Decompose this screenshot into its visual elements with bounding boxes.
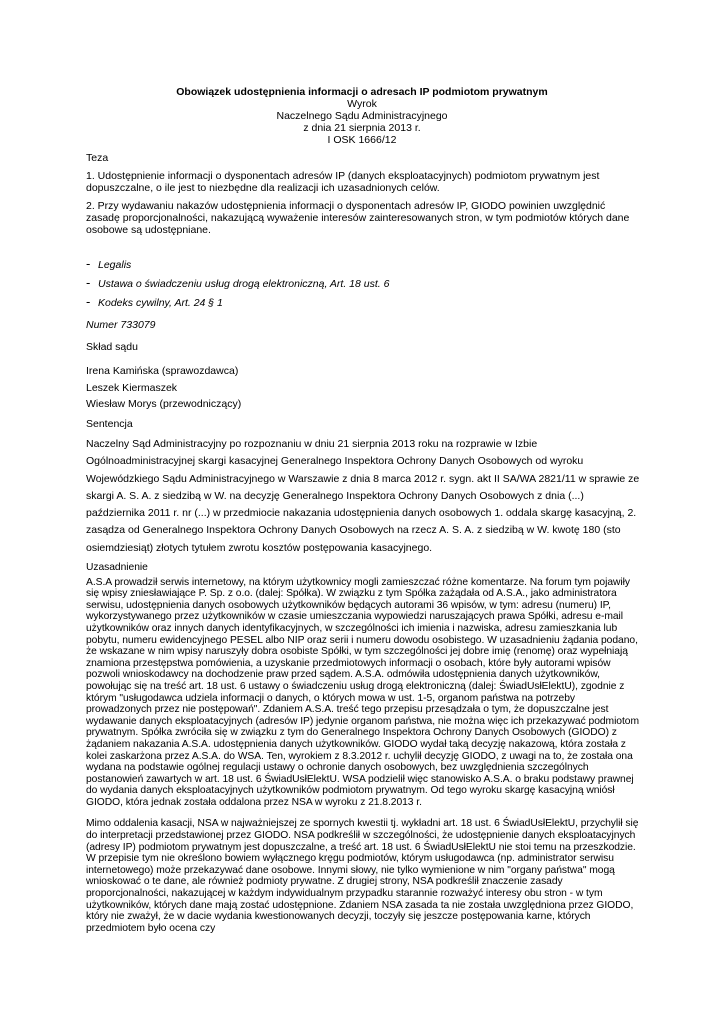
teza-point-1: 1. Udostępnienie informacji o dysponentach adresów IP (danych eksploatacyjnych) podmiotom prywatnym jest dopuszczalne, o ile jest to niezbędne dla realizacji ich uzasadnionych celów. xyxy=(86,170,600,194)
judge-3: Wiesław Morys (przewodniczący) xyxy=(86,398,242,410)
document-number: Numer 733079 xyxy=(86,319,156,331)
judgment-type: Wyrok xyxy=(347,98,377,110)
source-civil-code-link[interactable]: Kodeks cywilny, Art. 24 § 1 xyxy=(98,297,223,309)
uzasadnienie-section xyxy=(86,562,642,934)
teza-point-2: 2. Przy wydawaniu nakazów udostępnienia informacji o dysponentach adresów IP, GIODO powinien uwzględnić zasadę proporcjonalności, nakazującą wyważenie interesów zainteresowanych stron, w tym podmiotów których dane osobowe są udostępniane. xyxy=(86,200,630,236)
sklad-section xyxy=(86,341,642,413)
list-item: - Ustawa o świadczeniu usług drogą elektroniczną, Art. 18 ust. 6 xyxy=(86,275,390,290)
sources-list xyxy=(86,258,642,315)
uzasadnienie-heading: Uzasadnienie xyxy=(86,562,148,573)
judge-2: Leszek Kiermaszek xyxy=(86,381,178,394)
teza-section xyxy=(86,152,642,236)
document-title: Obowiązek udostępnienia informacji o adresach IP podmiotom prywatnym xyxy=(176,86,548,98)
court-name: Naczelnego Sądu Administracyjnego xyxy=(276,110,448,122)
sentencja-text: Naczelny Sąd Administracyjny po rozpoznaniu w dniu 21 sierpnia 2013 roku na rozprawie w Izbie Ogólnoadministracyjnej skargi kasacyjnej Generalnego Inspektora Ochrony Danych Osobowych od wyroku Wojewódzkiego Sądu Administracyjnego w Warszawie z dnia 8 marca 2012 r. sygn. akt II SA/WA 2821/11 w sprawie ze skargi A. S. A. z siedzibą w W. na decyzję Generalnego Inspektora Ochrony Danych Osobowych z dnia (...) października 2011 r. nr (...) w przedmiocie nakazania udostępnienia danych osobowych 1. oddala skargę kasacyjną, 2. zasądza od Generalnego Inspektora Ochrony Danych Osobowych na rzecz A. S. A. z siedzibą w W. kwotę 180 (sto osiemdziesiąt) złotych tytułem zwrotu kosztów postępowania kasacyjnego. xyxy=(86,438,640,554)
sklad-heading: Skład sądu xyxy=(86,341,138,353)
document-header xyxy=(0,86,724,146)
judge-1: Irena Kamińska (sprawozdawca) xyxy=(86,365,239,377)
uzasadnienie-paragraph-2: Mimo oddalenia kasacji, NSA w najważniejszej ze spornych kwestii tj. wykładni art. 18 ust. 6 ŚwiadUsłElektU, przychylił się do interpretacji przedstawionej przez GIODO. NSA podkreślił w szczególności, że udostępnienie danych eksploatacyjnych (adresy IP) podmiotom prywatnym jest dopuszczalne, a treść art. 18 ust. 6 ŚwiadUsłElektU nie stoi temu na przeszkodzie. W przepisie tym nie określono bowiem wyłącznego kręgu podmiotów, którym usługodawca (np. administrator serwisu internetowego) może przekazywać dane osobowe. Innymi słowy, nie tylko wymienione w nim "organy państwa" mogą wnioskować o te dane, ale również podmioty prywatne. Z drugiej strony, NSA podkreślił znaczenie zasady proporcjonalności, nakazującej w każdym indywidualnym przypadku starannie rozważyć interesy obu stron - w tym użytkowników, których dane mają zostać udostępnione. Zdaniem NSA zasada ta nie została uwzględniona przez GIODO, który nie zważył, że w dacie wydania kwestionowanych decyzji, toczyły się jeszcze postępowania karne, których przedmiotem było ocena czy xyxy=(86,818,639,934)
list-item: - Legalis xyxy=(86,256,132,271)
source-statute-link[interactable]: Ustawa o świadczeniu usług drogą elektroniczną, Art. 18 ust. 6 xyxy=(98,278,390,290)
case-signature: I OSK 1666/12 xyxy=(327,134,397,146)
sentencja-section xyxy=(86,418,642,557)
list-item: - Kodeks cywilny, Art. 24 § 1 xyxy=(86,294,223,309)
uzasadnienie-paragraph-1: A.S.A prowadził serwis internetowy, na którym użytkownicy mogli zamieszczać różne komentarze. Na forum tym pojawiły się wpisy zniesławiające P. Sp. z o.o. (dalej: Spółka). W związku z tym Spółka zażądała od A.S.A., jako administratora serwisu, udostępnienia danych osobowych użytkowników będących autorami 36 wpisów, w tym: adresu (numeru) IP, wykorzystywanego przez użytkowników w czasie umieszczania wypowiedzi naruszających prawa Spółki, adresu e-mail użytkowników oraz innych danych identyfikacyjnych, w szczególności ich imienia i nazwiska, adresu zamieszkania lub pobytu, numeru ewidencyjnego PESEL albo NIP oraz serii i numeru dowodu osobistego. W uzasadnieniu żądania podano, że wskazane w nim wpisy naruszyły dobra osobiste Spółki, w tym szczególności jej dobre imię (renomę) oraz wypełniają znamiona przestępstwa pomówienia, a uzyskanie przedmiotowych informacji o osobach, które były autorami wpisów pozwoli wnioskodawcy na dochodzenie praw przed sądem. A.S.A. odmówiła udostępnienia danych użytkowników, powołując się na treść art. 18 ust. 6 ustawy o świadczeniu usług drogą elektroniczną (dalej: ŚwiadUsłElektU), zgodnie z którym "usługodawca udziela informacji o danych, o których mowa w ust. 1-5, organom państwa na potrzeby prowadzonych przez nie postępowań". Zdaniem A.S.A. treść tego przepisu przesądzała o tym, że dopuszczalne jest wydawanie danych eksploatacyjnych (adresów IP) jedynie organom państwa, nie można więc ich przekazywać podmiotom prywatnym. Spółka zwróciła się w związku z tym do Generalnego Inspektora Ochrony Danych Osobowych (GIODO) z żądaniem nakazania A.S.A. udostępnienia danych użytkowników. GIODO wydał taką decyzję nakazową, która została z kolei zaskarżona przez A.S.A. do WSA. Ten, wyrokiem z 8.3.2012 r. uchylił decyzję GIODO, z uwagi na to, że została ona wydana na podstawie ogólnej regulacji ustawy o ochronie danych osobowych, bez uwzględnienia szczególnych postanowień zawartych w art. 18 ust. 6 ŚwiadUsłElektU. WSA podzielił więc stanowisko A.S.A. o braku podstawy prawnej do wydania danych eksploatacyjnych użytkowników podmiotom prywatnym. Od tego wyroku skargę kasacyjną wniósł GIODO, która jednak została oddalona przez NSA w wyroku z 21.8.2013 r. xyxy=(86,576,639,808)
judgment-date: z dnia 21 sierpnia 2013 r. xyxy=(303,122,421,134)
sentencja-heading: Sentencja xyxy=(86,418,133,430)
teza-heading: Teza xyxy=(86,152,109,164)
source-legalis[interactable]: Legalis xyxy=(98,259,132,271)
